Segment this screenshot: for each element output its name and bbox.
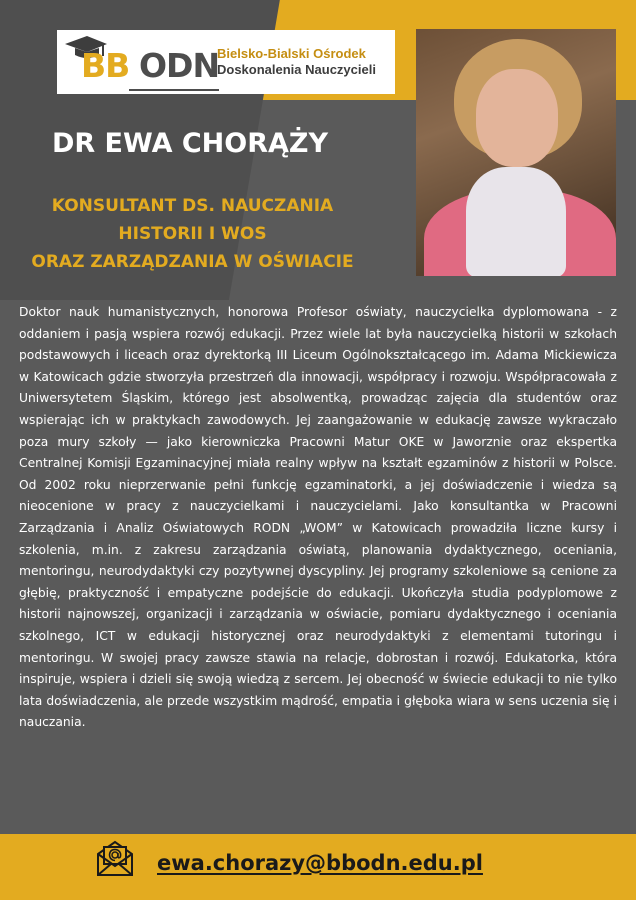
logo-org-line-2: Doskonalenia Nauczycieli: [217, 62, 376, 77]
portrait-scarf: [466, 167, 566, 276]
contact-email-link[interactable]: ewa.chorazy@bbodn.edu.pl: [157, 851, 483, 875]
logo-mark-odn: ODN: [139, 46, 220, 85]
person-name: DR EWA CHORĄŻY: [51, 128, 329, 159]
portrait-photo: [416, 29, 616, 276]
role-line-3: ORAZ ZARZĄDZANIA W OŚWIACIE: [31, 252, 354, 272]
person-role: [0, 192, 385, 276]
logo-underline: [129, 89, 219, 91]
envelope-at-icon: [95, 838, 135, 878]
organization-logo: [57, 30, 395, 94]
role-line-1: KONSULTANT DS. NAUCZANIA: [51, 196, 334, 216]
logo-mark: [57, 30, 225, 94]
logo-mark-bb: BB: [81, 46, 130, 85]
logo-org-line-1: Bielsko-Bialski Ośrodek: [217, 46, 366, 61]
role-line-2: HISTORII I WOS: [118, 224, 267, 244]
logo-org-name: [217, 46, 376, 78]
portrait-face: [476, 69, 558, 167]
biography-text: Doktor nauk humanistycznych, honorowa Profesor oświaty, nauczycielka dyplomowana - z oddaniem i pasją wspiera rozwój edukacji. Przez wiele lat była nauczycielką historii w szkołach podstawowych i liceach oraz dyrektorką III Liceum Ogólnokształcącego im. Adama Mickiewicza w Katowicach gdzie stworzyła przestrzeń dla innowacji, współpracy i rozwoju. Współpracowała z Uniwersytetem Śląskim, którego jest absolwentką, prowadząc zajęcia dla studentów oraz wspierając ich w praktykach zawodowych. Jej zaangażowanie w edukację zawsze wykraczało poza mury szkoły — jako kierowniczka Pracowni Matur OKE w Jaworznie oraz ekspertka Centralnej Komisji Egzaminacyjnej miała realny wpływ na kształt egzaminów z historii w Polsce. Od 2002 roku nieprzerwanie pełni funkcję egzaminatorki, a jej doświadczenie i wiedza są nieocenione w pracy z nauczycielkami i nauczycielami. Jako konsultantka w Pracowni Zarządzania i Analiz Oświatowych RODN „WOM” w Katowicach prowadziła liczne kursy i szkolenia, m.in. z zakresu zarządzania oświatą, planowania dydaktycznego, oceniania, mentoringu, neurodydaktyki czy pozytywnej dyscypliny. Jej programy szkoleniowe są cenione za głębię, praktyczność i empatyczne podejście do edukacji. Ukończyła studia podyplomowe z historii najnowszej, organizacji i zarządzania w oświacie, pomiaru dydaktycznego i oceniania szkolnego, ICT w edukacji historycznej oraz neurodydaktyki z elementami tutoringu i mentoringu. W swojej pracy zawsze stawia na relacje, dobrostan i rozwój. Edukatorka, która inspiruje, wspiera i dzieli się swoją wiedzą z sercem. Jej obecność w świecie edukacji to nie tylko lata doświadczenia, ale przede wszystkim mądrość, empatia i głęboka wiara w sens uczenia się i nauczania.: [19, 305, 617, 730]
